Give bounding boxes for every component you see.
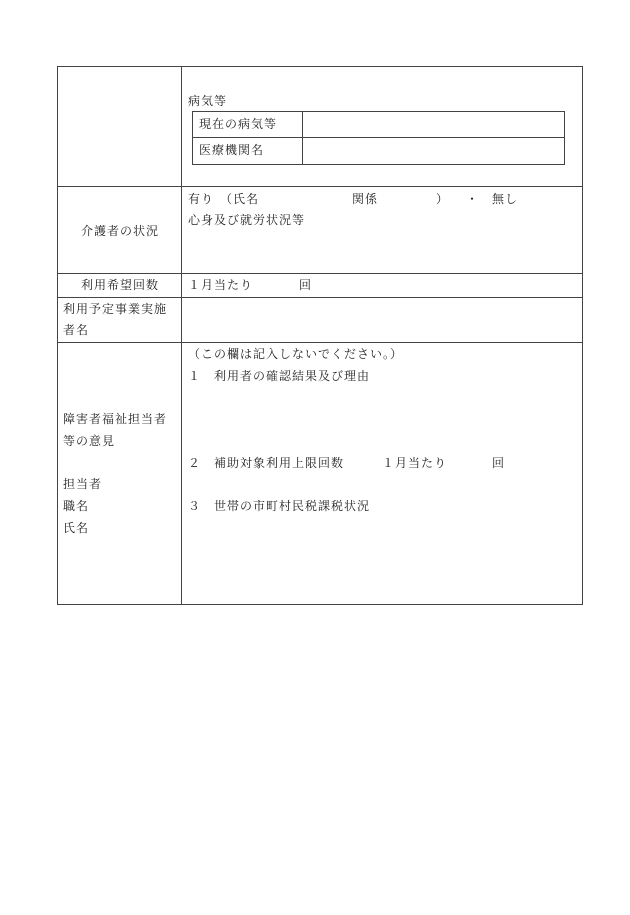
caregiver-relation: 関係: [352, 192, 379, 206]
caregiver-none[interactable]: 無し: [492, 192, 519, 206]
opinion-row: [58, 343, 582, 604]
opinion-item1: １ 利用者の確認結果及び理由: [188, 369, 371, 383]
opinion-item2: ２ 補助対象利用上限回数: [188, 456, 345, 470]
opinion-content-cell: [182, 343, 582, 604]
provider-row: [58, 298, 582, 343]
illness-row: [58, 67, 582, 187]
caregiver-content-cell: [182, 187, 582, 273]
desired-uses-unit: 回: [299, 278, 313, 292]
caregiver-separator: ・: [466, 192, 480, 206]
desired-uses-per-month: １月当たり: [188, 278, 254, 292]
caregiver-health-work: 心身及び就労状況等: [188, 213, 306, 227]
opinion-item3: ３ 世帯の市町村民税課税状況: [188, 499, 371, 513]
desired-uses-label-cell: [58, 274, 182, 297]
opinion-item2-per-month: １月当たり: [382, 456, 448, 470]
medical-institution-field[interactable]: [303, 138, 564, 164]
opinion-item2-unit: 回: [492, 456, 506, 470]
desired-uses-content-cell: [182, 274, 582, 297]
current-illness-label: 現在の病気等: [193, 112, 303, 137]
caregiver-exists[interactable]: 有り: [188, 192, 215, 206]
current-illness-row: [193, 112, 564, 138]
provider-label-line2: 者名: [63, 323, 90, 337]
application-form-table: [57, 66, 583, 605]
current-illness-field[interactable]: [303, 112, 564, 137]
provider-field[interactable]: [182, 298, 582, 342]
caregiver-close: ）: [436, 192, 450, 206]
caregiver-row: [58, 187, 582, 274]
illness-heading: 病気等: [188, 94, 228, 108]
staff-label: 担当者: [63, 477, 103, 491]
illness-detail-table: [192, 111, 565, 165]
opinion-label-cell: [58, 343, 182, 604]
name-label: 氏名: [63, 521, 90, 535]
provider-label-cell: [58, 298, 182, 342]
caregiver-name-open: （氏名: [220, 192, 260, 206]
position-label: 職名: [63, 499, 90, 513]
opinion-label-line2: 等の意見: [63, 434, 116, 448]
caregiver-label: 介護者の状況: [80, 224, 159, 238]
medical-institution-label: 医療機関名: [193, 138, 303, 164]
opinion-note: （この欄は記入しないでください。）: [188, 347, 404, 361]
caregiver-label-cell: [58, 187, 182, 273]
desired-uses-row: [58, 274, 582, 298]
opinion-label-line1: 障害者福祉担当者: [63, 412, 168, 426]
illness-label-cell: [58, 67, 182, 186]
provider-label-line1: 利用予定事業実施: [63, 302, 168, 316]
illness-content-cell: [182, 67, 582, 186]
desired-uses-label: 利用希望回数: [80, 278, 159, 292]
medical-institution-row: [193, 138, 564, 164]
